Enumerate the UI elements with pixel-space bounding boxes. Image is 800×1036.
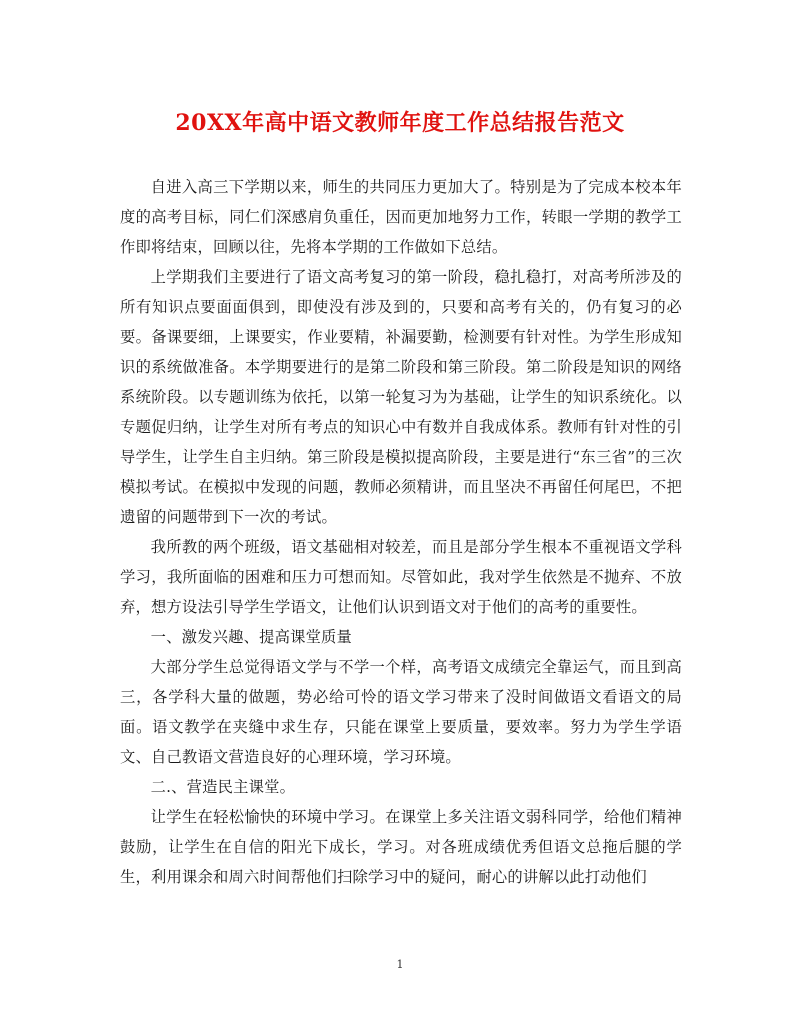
section-heading-2: 二.、营造民主课堂。: [150, 778, 296, 796]
paragraph-intro: 自进入高三下学期以来，师生的共同压力更加大了。特别是为了完成本校本年度的高考目标，同仁们深感肩负重任，因而更加地努力工作，转眼一学期的教学工作即将结束，回顾以往，先将本学期的工作做如下总结。: [120, 178, 682, 256]
document-body: [120, 172, 682, 892]
document-title: 20XX年高中语文教师年度工作总结报告范文: [175, 110, 625, 136]
paragraph-last-semester: 上学期我们主要进行了语文高考复习的第一阶段，稳扎稳打，对高考所涉及的所有知识点要面面俱到，即使没有涉及到的，只要和高考有关的，仍有复习的必要。备课要细，上课要实，作业要精，补漏要勤，检测要有针对性。为学生形成知识的系统做准备。本学期要进行的是第二阶段和第三阶段。第二阶段是知识的网络系统阶段。以专题训练为依托，以第一轮复习为为基础，让学生的知识系统化。以专题促归纳，让学生对所有考点的知识心中有数并自我成体系。教师有针对性的引导学生，让学生自主归纳。第三阶段是模拟提高阶段，主要是进行“东三省”的三次模拟考试。在模拟中发现的问题，教师必须精讲，而且坚决不再留任何尾巴，不把遗留的问题带到下一次的考试。: [120, 268, 682, 526]
section-heading-1: 一、激发兴趣、提高课堂质量: [150, 628, 353, 646]
paragraph-classes: 我所教的两个班级，语文基础相对较差，而且是部分学生根本不重视语文学科学习，我所面临的困难和压力可想而知。尽管如此，我对学生依然是不抛弃、不放弃，想方设法引导学生学语文，让他们认识到语文对于他们的高考的重要性。: [120, 538, 682, 616]
paragraph-democratic-class: 让学生在轻松愉快的环境中学习。在课堂上多关注语文弱科同学，给他们精神鼓励，让学生在自信的阳光下成长，学习。对各班成绩优秀但语文总拖后腿的学生，利用课余和周六时间帮他们扫除学习中的疑问，耐心的讲解以此打动他们: [120, 808, 682, 886]
page-number: 1: [396, 958, 404, 971]
paragraph-interest: 大部分学生总觉得语文学与不学一个样，高考语文成绩完全靠运气，而且到高三，各学科大量的做题，势必给可怜的语文学习带来了没时间做语文看语文的局面。语文教学在夹缝中求生存，只能在课堂上要质量，要效率。努力为学生学语文、自己教语文营造良好的心理环境，学习环境。: [120, 658, 682, 766]
